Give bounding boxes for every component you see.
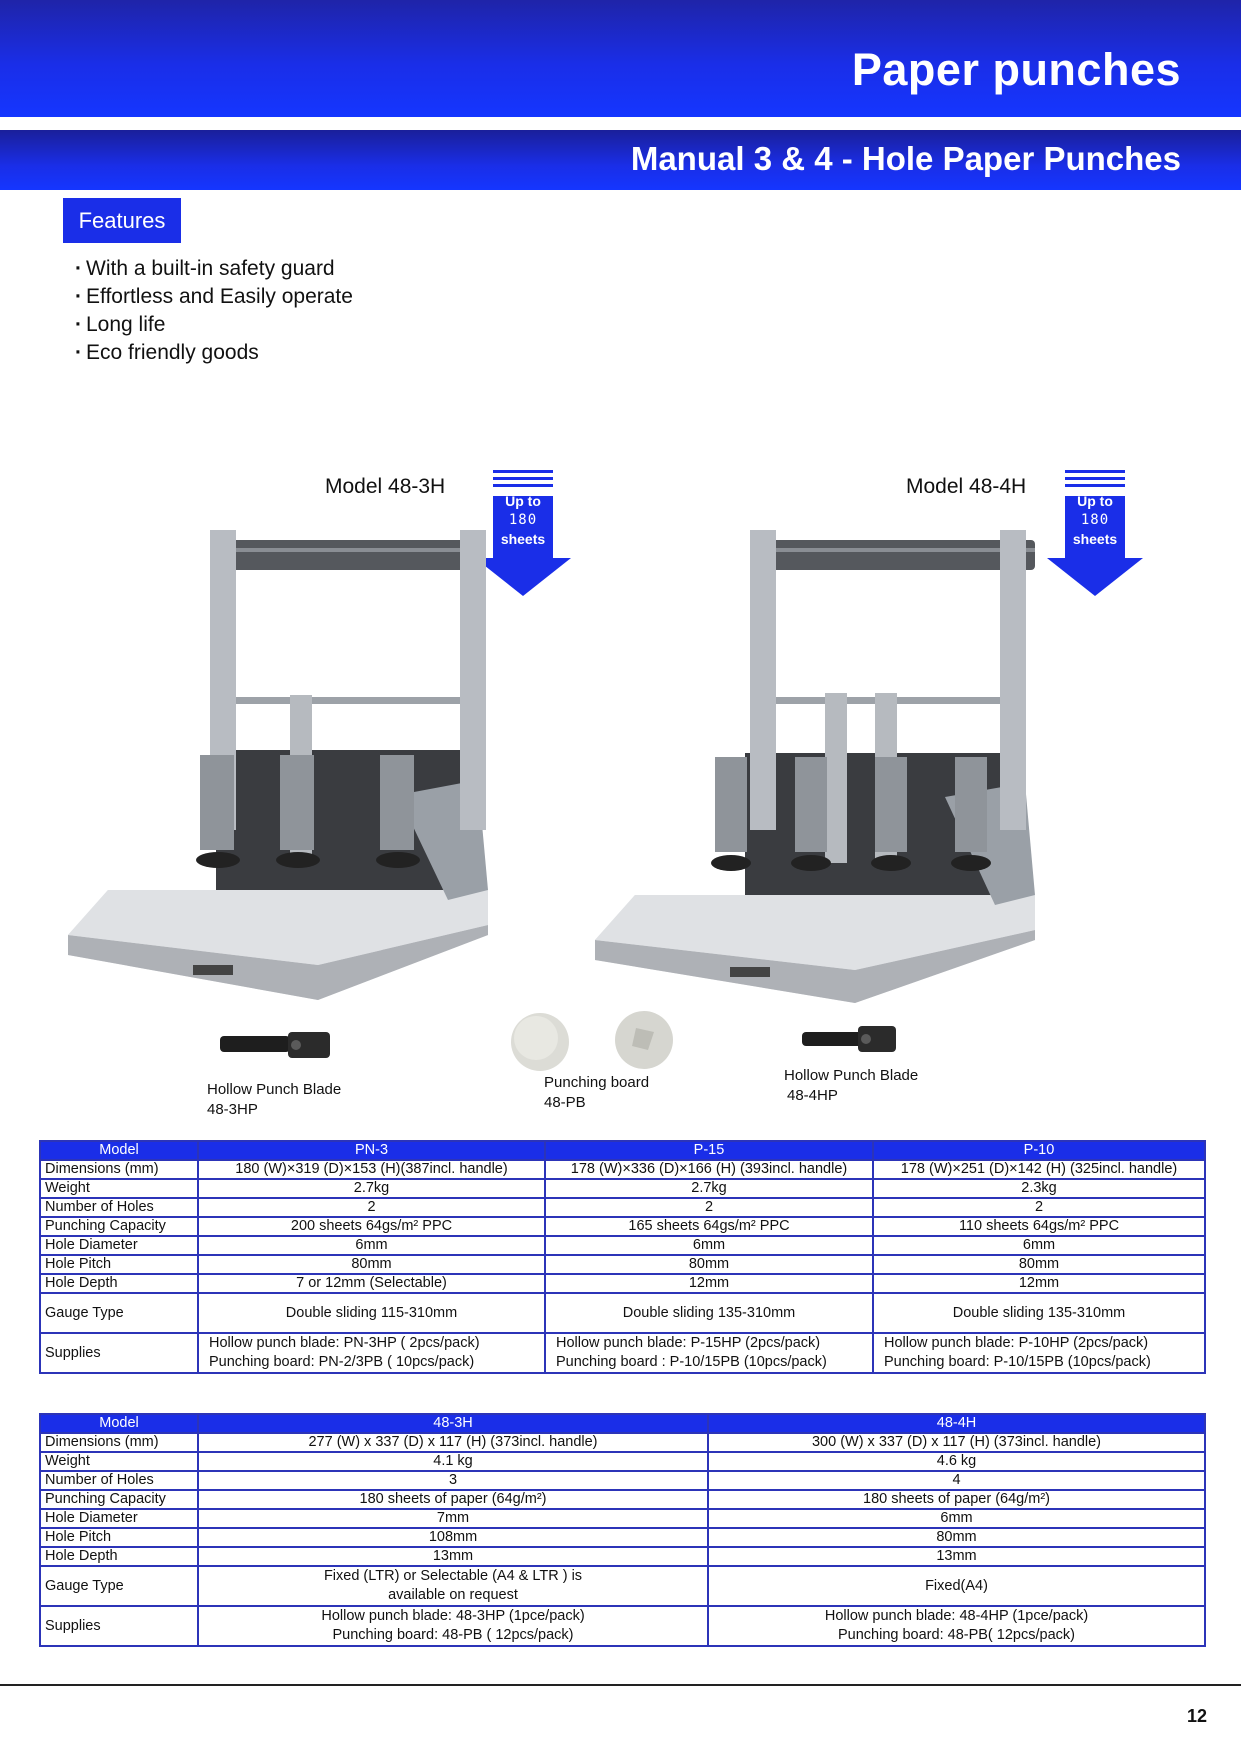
table-header: Model bbox=[40, 1141, 198, 1160]
cell: 80mm bbox=[545, 1255, 873, 1274]
table-row bbox=[40, 1452, 1205, 1471]
table-header: P-10 bbox=[873, 1141, 1205, 1160]
row-label: Weight bbox=[40, 1452, 198, 1471]
supply-line: Punching board : P-10/15PB (10pcs/pack) bbox=[556, 1354, 827, 1370]
supply-line: Punching board: P-10/15PB (10pcs/pack) bbox=[884, 1354, 1151, 1370]
cell: 180 sheets of paper (64g/m²) bbox=[198, 1490, 708, 1509]
supply-line: Hollow punch blade: 48-3HP (1pce/pack) bbox=[321, 1608, 585, 1624]
table-row bbox=[40, 1333, 1205, 1373]
spec-table-pn3-p15-p10 bbox=[39, 1140, 1206, 1374]
cell: 2.7kg bbox=[545, 1179, 873, 1198]
supply-line: Hollow punch blade: PN-3HP ( 2pcs/pack) bbox=[209, 1335, 480, 1351]
row-label: Hole Depth bbox=[40, 1274, 198, 1293]
gauge-line: Fixed (LTR) or Selectable (A4 & LTR ) is bbox=[323, 1568, 583, 1584]
table-header: PN-3 bbox=[198, 1141, 545, 1160]
row-label: Hole Depth bbox=[40, 1547, 198, 1566]
table-row bbox=[40, 1433, 1205, 1452]
row-label: Punching Capacity bbox=[40, 1490, 198, 1509]
cell bbox=[198, 1566, 708, 1606]
cell: Fixed(A4) bbox=[708, 1566, 1205, 1606]
cell: 6mm bbox=[708, 1509, 1205, 1528]
cell: 12mm bbox=[873, 1274, 1205, 1293]
cell bbox=[708, 1606, 1205, 1646]
supply-line: Punching board: PN-2/3PB ( 10pcs/pack) bbox=[209, 1354, 475, 1370]
supply-line: Hollow punch blade: 48-4HP (1pce/pack) bbox=[824, 1608, 1089, 1624]
gauge-line: available on request bbox=[388, 1587, 518, 1603]
table-row bbox=[40, 1274, 1205, 1293]
badge-sheet-count: 180 bbox=[508, 512, 538, 528]
caption-code: 48-3HP bbox=[207, 1101, 258, 1118]
cell: 2 bbox=[873, 1198, 1205, 1217]
cell: 300 (W) x 337 (D) x 117 (H) (373incl. handle) bbox=[708, 1433, 1205, 1452]
row-label: Supplies bbox=[40, 1606, 198, 1646]
supply-line: Hollow punch blade: P-10HP (2pcs/pack) bbox=[884, 1335, 1149, 1351]
table-row bbox=[40, 1547, 1205, 1566]
table-row bbox=[40, 1490, 1205, 1509]
badge-sheet-count: 180 bbox=[1080, 512, 1110, 528]
table-row bbox=[40, 1255, 1205, 1274]
model-label-48-4h: Model 48-4H bbox=[906, 475, 1027, 498]
capacity-badge-48-4h bbox=[1047, 470, 1159, 600]
badge-line-1: Up to bbox=[505, 493, 541, 509]
cell: Double sliding 135-310mm bbox=[873, 1293, 1205, 1333]
cell: 178 (W)×251 (D)×142 (H) (325incl. handle) bbox=[873, 1160, 1205, 1179]
features-badge: Features bbox=[63, 198, 181, 243]
cell: 110 sheets 64gs/m² PPC bbox=[873, 1217, 1205, 1236]
cell: 165 sheets 64gs/m² PPC bbox=[545, 1217, 873, 1236]
table-row bbox=[40, 1293, 1205, 1333]
cell: 3 bbox=[198, 1471, 708, 1490]
cell: 6mm bbox=[198, 1236, 545, 1255]
table-row bbox=[40, 1217, 1205, 1236]
model-label-48-3h: Model 48-3H bbox=[325, 475, 446, 498]
cell: 4 bbox=[708, 1471, 1205, 1490]
hollow-punch-blade-4hp-image bbox=[800, 1024, 900, 1054]
cell bbox=[198, 1333, 545, 1373]
caption-code: 48-4HP bbox=[787, 1087, 838, 1104]
cell: Double sliding 115-310mm bbox=[198, 1293, 545, 1333]
punch-48-3h-image bbox=[68, 525, 498, 1005]
table-row bbox=[40, 1179, 1205, 1198]
row-label: Hole Diameter bbox=[40, 1509, 198, 1528]
page-title: Paper punches bbox=[851, 44, 1181, 95]
cell bbox=[873, 1333, 1205, 1373]
row-label: Punching Capacity bbox=[40, 1217, 198, 1236]
cell: 277 (W) x 337 (D) x 117 (H) (373incl. handle) bbox=[198, 1433, 708, 1452]
cell: 13mm bbox=[198, 1547, 708, 1566]
cell: 2.3kg bbox=[873, 1179, 1205, 1198]
page-number: 12 bbox=[1186, 1706, 1207, 1726]
table-row bbox=[40, 1236, 1205, 1255]
cell: 12mm bbox=[545, 1274, 873, 1293]
badge-line-3: sheets bbox=[500, 531, 546, 547]
badge-line-3: sheets bbox=[1072, 531, 1118, 547]
cell: 108mm bbox=[198, 1528, 708, 1547]
supply-line: Punching board: 48-PB ( 12pcs/pack) bbox=[332, 1627, 574, 1643]
row-label: Hole Pitch bbox=[40, 1528, 198, 1547]
row-label: Number of Holes bbox=[40, 1198, 198, 1217]
supply-line: Punching board: 48-PB( 12pcs/pack) bbox=[838, 1627, 1075, 1643]
table-header: Model bbox=[40, 1414, 198, 1433]
hollow-punch-blade-3hp-image bbox=[218, 1030, 333, 1060]
table-row bbox=[40, 1160, 1205, 1179]
row-label: Hole Diameter bbox=[40, 1236, 198, 1255]
table-header: 48-4H bbox=[708, 1414, 1205, 1433]
table-row bbox=[40, 1471, 1205, 1490]
row-label: Weight bbox=[40, 1179, 198, 1198]
caption-code: 48-PB bbox=[544, 1094, 586, 1111]
table-row bbox=[40, 1528, 1205, 1547]
cell: 2 bbox=[545, 1198, 873, 1217]
cell bbox=[545, 1333, 873, 1373]
punch-48-4h-image bbox=[595, 525, 1045, 1005]
cell: 200 sheets 64gs/m² PPC bbox=[198, 1217, 545, 1236]
caption-blade-3hp bbox=[207, 1080, 341, 1120]
table-header: 48-3H bbox=[198, 1414, 708, 1433]
cell: 2 bbox=[198, 1198, 545, 1217]
caption-name: Hollow Punch Blade bbox=[784, 1067, 919, 1084]
features-list bbox=[75, 255, 353, 367]
punching-board-image bbox=[508, 1010, 678, 1075]
cell: 7mm bbox=[198, 1509, 708, 1528]
cell: 4.1 kg bbox=[198, 1452, 708, 1471]
caption-name: Punching board bbox=[544, 1074, 650, 1091]
cell: 80mm bbox=[708, 1528, 1205, 1547]
table-header: P-15 bbox=[545, 1141, 873, 1160]
row-label: Hole Pitch bbox=[40, 1255, 198, 1274]
row-label: Gauge Type bbox=[40, 1293, 198, 1333]
row-label: Gauge Type bbox=[40, 1566, 198, 1606]
cell: 6mm bbox=[545, 1236, 873, 1255]
caption-punching-board bbox=[544, 1073, 649, 1113]
table-row bbox=[40, 1566, 1205, 1606]
cell: 180 sheets of paper (64g/m²) bbox=[708, 1490, 1205, 1509]
cell: 7 or 12mm (Selectable) bbox=[198, 1274, 545, 1293]
supply-line: Hollow punch blade: P-15HP (2pcs/pack) bbox=[556, 1335, 821, 1351]
caption-blade-4hp bbox=[784, 1066, 918, 1106]
cell: 80mm bbox=[198, 1255, 545, 1274]
feature-item: · Long life bbox=[75, 311, 353, 339]
cell: 80mm bbox=[873, 1255, 1205, 1274]
row-label: Dimensions (mm) bbox=[40, 1433, 198, 1452]
row-label: Dimensions (mm) bbox=[40, 1160, 198, 1179]
cell: 180 (W)×319 (D)×153 (H)(387incl. handle) bbox=[198, 1160, 545, 1179]
table-row bbox=[40, 1198, 1205, 1217]
table-row bbox=[40, 1606, 1205, 1646]
cell: 2.7kg bbox=[198, 1179, 545, 1198]
feature-item: · Effortless and Easily operate bbox=[75, 283, 353, 311]
spec-table-48-3h-48-4h bbox=[39, 1413, 1206, 1647]
cell: 178 (W)×336 (D)×166 (H) (393incl. handle) bbox=[545, 1160, 873, 1179]
table-row bbox=[40, 1509, 1205, 1528]
feature-item: · With a built-in safety guard bbox=[75, 255, 353, 283]
cell: Double sliding 135-310mm bbox=[545, 1293, 873, 1333]
cell: 6mm bbox=[873, 1236, 1205, 1255]
row-label: Number of Holes bbox=[40, 1471, 198, 1490]
footer-rule bbox=[0, 1684, 1241, 1686]
cell bbox=[198, 1606, 708, 1646]
caption-name: Hollow Punch Blade bbox=[207, 1081, 342, 1098]
row-label: Supplies bbox=[40, 1333, 198, 1373]
section-title: Manual 3 & 4 - Hole Paper Punches bbox=[630, 140, 1181, 177]
feature-item: · Eco friendly goods bbox=[75, 339, 353, 367]
cell: 13mm bbox=[708, 1547, 1205, 1566]
badge-line-1: Up to bbox=[1077, 493, 1113, 509]
cell: 4.6 kg bbox=[708, 1452, 1205, 1471]
